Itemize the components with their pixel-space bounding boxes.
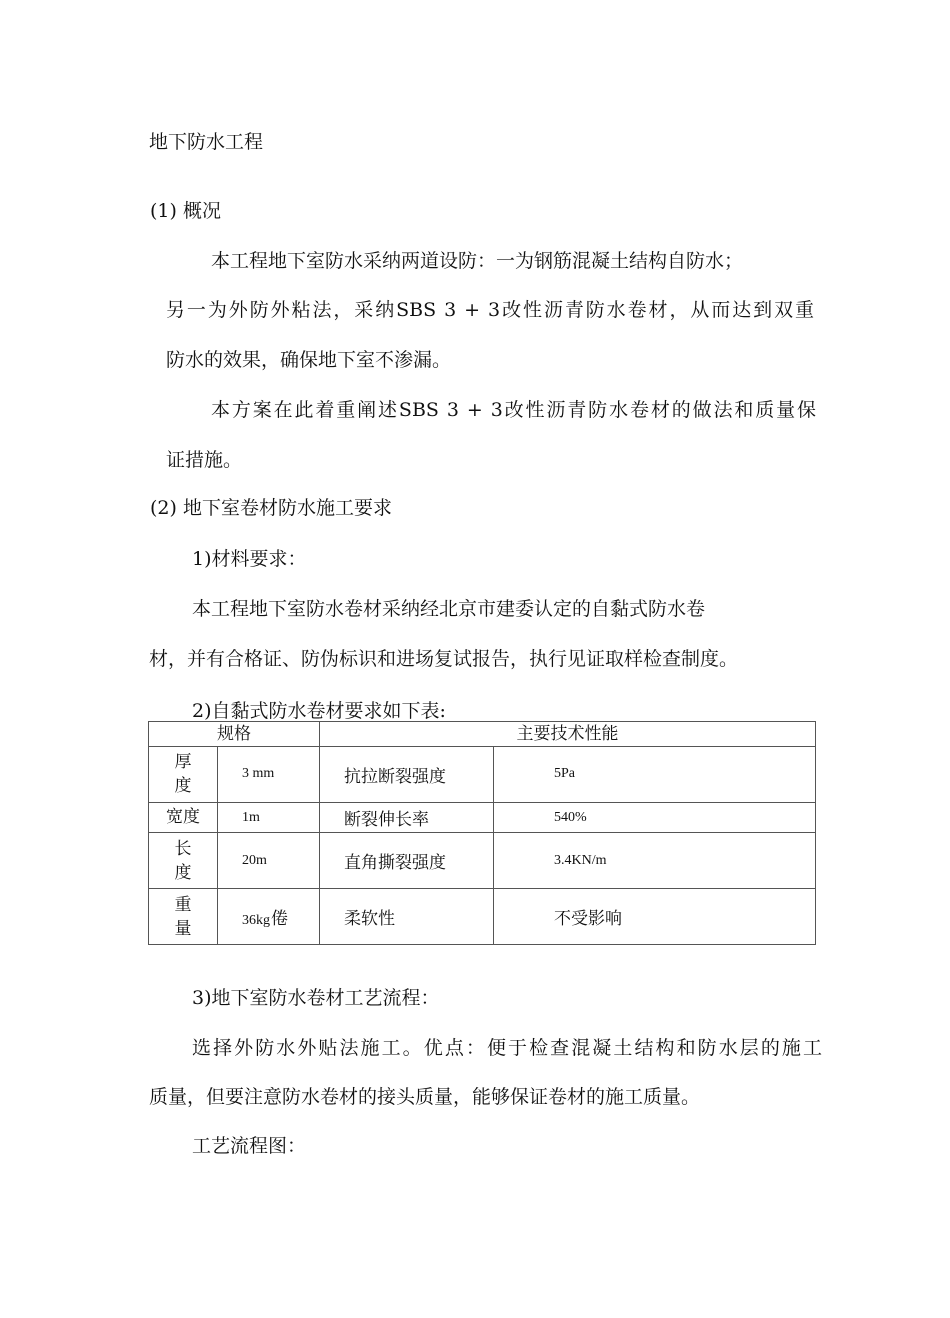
section-1-heading: (1) 概况	[150, 200, 221, 222]
table-cell-spec: 3 mm	[218, 747, 320, 803]
paragraph-line: 本方案在此着重阐述SBS 3 + 3改性沥青防水卷材的做法和质量保	[211, 399, 816, 421]
paragraph-line: 质量，但要注意防水卷材的接头质量，能够保证卷材的施工质量。	[149, 1086, 701, 1108]
page-title: 地下防水工程	[149, 131, 264, 153]
paragraph-line: 证措施。	[166, 449, 243, 471]
table-row	[149, 833, 816, 889]
table-header-cell: 主要技术性能	[320, 722, 816, 747]
table-cell-spec: 20m	[218, 833, 320, 889]
paragraph-line: 防水的效果，确保地下室不渗漏。	[166, 349, 452, 371]
table-cell-property: 柔软性	[320, 889, 494, 945]
table-row	[149, 747, 816, 803]
table-cell-property: 断裂伸长率	[320, 802, 494, 833]
spec-table	[148, 721, 816, 945]
table-cell-name: 厚度	[149, 747, 218, 803]
paragraph-line: 本工程地下室防水卷材采纳经北京市建委认定的自黏式防水卷	[192, 598, 706, 620]
table-cell-name: 重量	[149, 889, 218, 945]
table-header-cell: 规格	[149, 722, 320, 747]
paragraph-line: 选择外防水外贴法施工。优点：便于检查混凝土结构和防水层的施工	[192, 1037, 822, 1059]
table-cell-property: 抗拉断裂强度	[320, 747, 494, 803]
table-cell-spec: 1m	[218, 802, 320, 833]
paragraph-line: 材，并有合格证、防伪标识和进场复试报告，执行见证取样检查制度。	[149, 648, 739, 670]
flow-chart-label: 工艺流程图：	[192, 1135, 307, 1157]
subheading-materials: 1)材料要求：	[192, 548, 307, 570]
table-row	[149, 802, 816, 833]
section-2-heading: (2) 地下室卷材防水施工要求	[150, 497, 392, 519]
table-cell-value: 3.4KN/m	[494, 833, 816, 889]
table-cell-name: 宽度	[149, 802, 218, 833]
table-header-row	[149, 722, 816, 747]
paragraph-line: 另一为外防外粘法，采纳SBS 3 + 3改性沥青防水卷材，从而达到双重	[166, 299, 814, 321]
table-cell-value: 5Pa	[494, 747, 816, 803]
table-cell-name: 长度	[149, 833, 218, 889]
subheading-process-flow: 3)地下室防水卷材工艺流程：	[192, 987, 440, 1009]
paragraph-line: 本工程地下室防水采纳两道设防：一为钢筋混凝土结构自防水；	[211, 250, 744, 272]
table-cell-property: 直角撕裂强度	[320, 833, 494, 889]
table-cell-value: 540%	[494, 802, 816, 833]
subheading-table-caption: 2)自黏式防水卷材要求如下表:	[192, 700, 446, 722]
table-cell-spec: 36kg倦	[218, 889, 320, 945]
table-cell-value: 不受影响	[494, 889, 816, 945]
table-row	[149, 889, 816, 945]
